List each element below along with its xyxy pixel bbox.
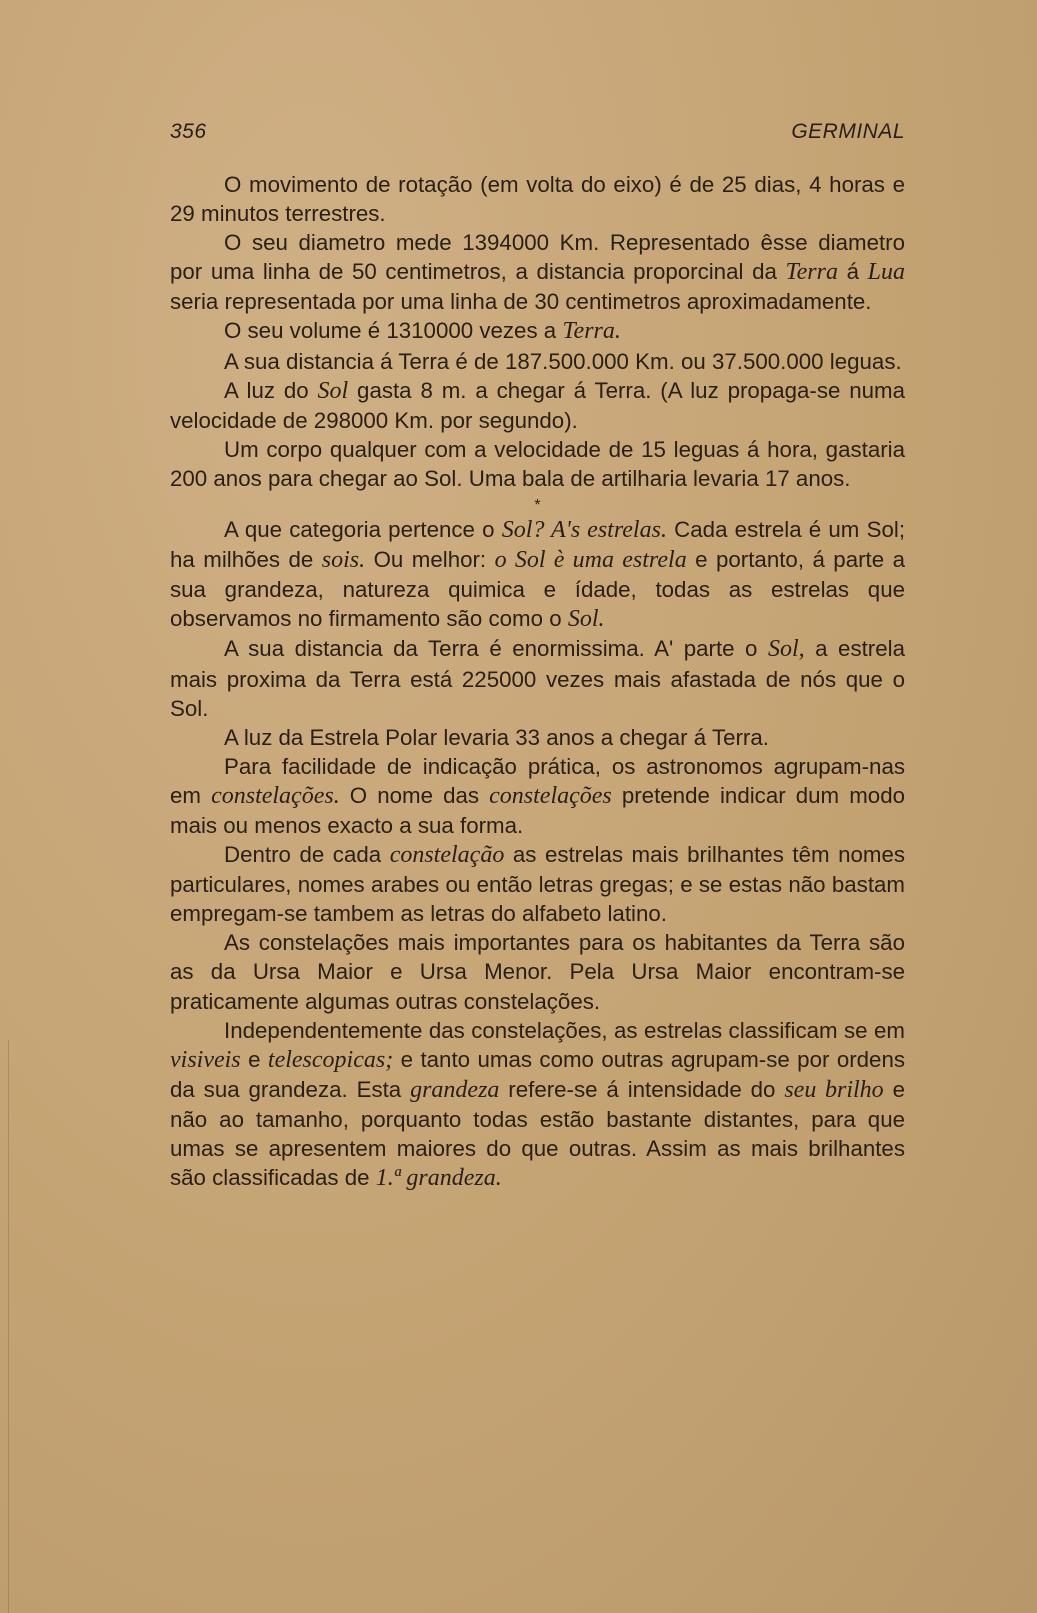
page-number: 356 <box>170 120 207 143</box>
italic-text: constelações. <box>211 782 340 809</box>
text-run: Ou melhor: <box>365 547 495 573</box>
page-header <box>170 120 905 144</box>
italic-text: Sol? A's estrelas. <box>501 517 667 544</box>
text-run: á <box>837 259 868 285</box>
paragraph <box>170 347 905 376</box>
paragraph <box>170 515 905 634</box>
text-run: as estrelas mais brilhantes têm nomes particulares, nomes arabes ou então letras gregas; e se estas não bastam empregam-se tambem as letras do alfabeto latino. <box>170 842 905 927</box>
italic-text: Terra <box>785 259 838 286</box>
text-run: A sua distancia á Terra é de 187.500.000 Km. ou 37.500.000 leguas. <box>224 348 902 374</box>
paragraph <box>170 634 905 722</box>
italic-text: 1.ª grandeza. <box>375 1165 502 1192</box>
italic-text: Sol. <box>567 606 605 633</box>
text-run: e portanto, á parte a sua grandeza, natureza quimica e ídade, todas as estrelas que observamos no firmamento são como o <box>170 547 905 632</box>
text-run: O seu volume é 1310000 vezes a <box>224 318 563 344</box>
text-run: seria representada por uma linha de 30 centimetros aproximadamente. <box>170 289 872 315</box>
italic-text: visiveis <box>170 1046 241 1073</box>
text-run: A luz do <box>224 377 318 403</box>
paragraph <box>170 1016 905 1194</box>
italic-text: seu brilho <box>784 1076 884 1103</box>
paragraph <box>170 752 905 840</box>
text-run: Para facilidade de indicação prática, os astronomos agrupam-nas em <box>170 753 905 808</box>
text-run: Um corpo qualquer com a velocidade de 15 leguas á hora, gastaria 200 anos para chegar ao Sol. Uma bala de artilharia levaria 17 anos. <box>170 436 905 491</box>
paragraph <box>170 316 905 346</box>
italic-text: Sol <box>317 377 349 404</box>
italic-text: constelação <box>389 842 505 869</box>
paragraph <box>170 840 905 928</box>
running-title: GERMINAL <box>791 120 905 143</box>
text-run: refere-se á intensidade do <box>499 1076 785 1102</box>
text-run: O movimento de rotação (em volta do eixo) é de 25 dias, 4 horas e 29 minutos terrestres. <box>170 172 905 227</box>
text-run: e <box>240 1046 268 1072</box>
text-run: * <box>534 497 541 515</box>
paragraph <box>170 723 905 752</box>
text-run: e tanto umas como outras agrupam-se por ordens da sua grandeza. Esta <box>170 1046 905 1102</box>
page-edge-line <box>8 1040 9 1613</box>
paragraph <box>170 928 905 1015</box>
text-run: a estrela mais proxima da Terra está 225000 vezes mais afastada de nós que o Sol. <box>170 636 905 721</box>
italic-text: Sol, <box>767 636 805 663</box>
body-text <box>170 170 905 1193</box>
section-separator <box>170 495 905 517</box>
text-run: e não ao tamanho, porquanto todas estão bastante distantes, para que umas se apresentem maiores do que outras. Assim as mais brilhantes são classificadas de <box>170 1076 905 1191</box>
paragraph <box>170 228 905 316</box>
text-run: A que categoria pertence o <box>224 517 502 543</box>
italic-text: grandeza <box>410 1076 500 1103</box>
text-run: O nome das <box>339 782 490 808</box>
text-run: As constelações mais importantes para os habitantes da Terra são as da Ursa Maior e Ursa Menor. Pela Ursa Maior encontram-se praticamente algumas outras constelações. <box>170 930 905 1014</box>
italic-text: telescopicas; <box>267 1046 394 1073</box>
text-run: Dentro de cada <box>224 842 390 868</box>
text-run: gasta 8 m. a chegar á Terra. (A luz propaga-se numa velocidade de 298000 Km. por segundo). <box>170 377 905 433</box>
italic-text: Lua <box>867 259 905 286</box>
paragraph <box>170 376 905 435</box>
text-run: A sua distancia da Terra é enormissima. A' parte o <box>224 636 768 662</box>
text-run: Independentemente das constelações, as estrelas classificam se em <box>224 1017 905 1043</box>
italic-text: Terra. <box>562 318 621 345</box>
paragraph <box>170 170 905 228</box>
italic-text: o Sol è uma estrela <box>494 547 687 574</box>
italic-text: sois. <box>321 547 366 574</box>
italic-text: constelações <box>489 782 612 809</box>
text-run: Cada estrela é um Sol; ha milhões de <box>170 517 906 573</box>
text-run: O seu diametro mede 1394000 Km. Representado êsse diametro por uma linha de 50 centimetros, a distancia proporcinal da <box>170 230 905 285</box>
text-run: pretende indicar dum modo mais ou menos exacto a sua forma. <box>170 782 905 838</box>
paragraph <box>170 435 905 493</box>
text-run: A luz da Estrela Polar levaria 33 anos a chegar á Terra. <box>224 724 769 750</box>
